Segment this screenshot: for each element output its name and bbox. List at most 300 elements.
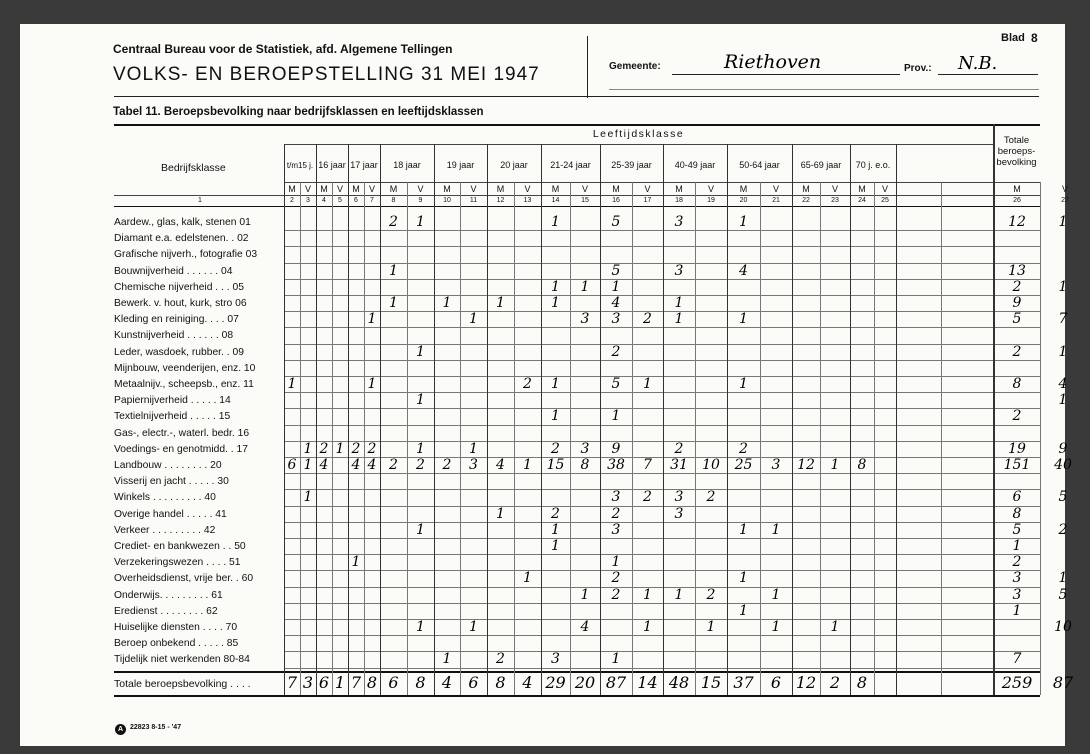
- table-row-value: 1: [442, 651, 452, 668]
- row-separator: [284, 425, 1040, 426]
- table-row-label: Textielnijverheid . . . . . 15: [114, 411, 231, 423]
- column-number: 26: [1013, 197, 1021, 204]
- table-row-label: Crediet- en bankwezen . . 50: [114, 541, 246, 552]
- table-row-value: 2: [389, 214, 398, 230]
- column-divider: [896, 144, 897, 695]
- table-row-value: 40: [1054, 457, 1072, 473]
- table-row-label: Tijdelijk niet werkenden 80-84: [114, 654, 250, 666]
- table-row-value: 1: [643, 619, 652, 635]
- table-row-value: 1: [1058, 343, 1068, 360]
- table-row-value: 8: [1012, 376, 1022, 392]
- row-header: Bedrijfsklasse: [161, 162, 226, 174]
- table-row-value: 1: [830, 619, 840, 635]
- table-row-value: 1: [739, 570, 748, 587]
- row-separator: [284, 279, 1040, 280]
- total-row-value: 6: [770, 672, 782, 692]
- column-number: 19: [707, 197, 715, 204]
- blad-label: Blad: [1001, 32, 1025, 44]
- table-row-value: 1: [674, 311, 684, 328]
- sex-label: M: [320, 184, 328, 194]
- total-row-value: 87: [1052, 672, 1074, 692]
- row-separator: [284, 506, 1040, 507]
- table-row-value: 3: [611, 489, 621, 506]
- age-group-label: 50-64 jaar: [739, 160, 780, 170]
- total-header-line: bevolking: [996, 157, 1037, 168]
- total-row-value: 20: [574, 672, 596, 692]
- header-rule-1: [609, 89, 1039, 90]
- row-separator: [284, 360, 1040, 361]
- table-row-value: 1: [496, 295, 505, 311]
- column-divider: [380, 144, 381, 695]
- total-row-label: Totale beroepsbevolking . . . .: [114, 677, 251, 690]
- table-row-value: 1: [389, 262, 398, 279]
- table-row-value: 2: [611, 343, 621, 360]
- table-row-label: Diamant e.a. edelstenen. . 02: [114, 233, 249, 245]
- column-divider: [570, 182, 571, 695]
- form-title: VOLKS- EN BEROEPSTELLING 31 MEI 1947: [113, 64, 540, 85]
- table-row-value: 2: [739, 440, 748, 457]
- column-divider: [874, 182, 875, 695]
- row-separator: [284, 230, 1040, 231]
- table-row-label: Gas-, electr.-, waterl. bedr. 16: [114, 427, 250, 439]
- sex-label: V: [772, 184, 780, 194]
- column-divider: [600, 144, 601, 695]
- table-row-value: 4: [351, 457, 361, 473]
- table-row-value: 2: [367, 440, 377, 457]
- table-row-label: Beroep onbekend . . . . . 85: [114, 638, 239, 650]
- sex-label: V: [581, 184, 589, 194]
- table-row-label: Eredienst . . . . . . . . 62: [114, 605, 218, 617]
- total-row-value: 4: [522, 672, 533, 692]
- row-separator: [284, 489, 1040, 490]
- total-header-line: Totale: [1003, 135, 1030, 146]
- column-number: 3: [306, 197, 310, 204]
- table-row-label: Bewerk. v. hout, kurk, stro 06: [114, 298, 247, 309]
- table-row-value: 3: [611, 311, 621, 328]
- column-number: 5: [338, 197, 342, 204]
- table-row-value: 25: [734, 457, 753, 473]
- table-row-value: 3: [580, 311, 590, 328]
- sex-label: M: [443, 184, 451, 194]
- table-row-value: 1: [830, 457, 840, 473]
- table-row-value: 1: [416, 440, 425, 457]
- sex-label: V: [417, 184, 424, 194]
- sex-label: V: [831, 184, 839, 194]
- row-separator: [284, 441, 1040, 442]
- column-number: 24: [858, 197, 866, 204]
- column-number: 8: [391, 197, 396, 204]
- table-row-value: 2: [706, 586, 716, 603]
- table-row-value: 4: [367, 457, 377, 473]
- table-row-label: Visserij en jacht . . . . . 30: [114, 476, 229, 488]
- table-row-value: 1: [469, 440, 478, 457]
- table-row-value: 1: [469, 311, 478, 328]
- column-divider: [760, 182, 761, 695]
- table-row-value: 2: [706, 489, 716, 506]
- column-divider: [850, 144, 851, 695]
- table-row-value: 1: [367, 376, 377, 392]
- total-row-value: 6: [388, 672, 399, 692]
- table-row-value: 10: [702, 457, 720, 473]
- total-row-bottom: [114, 695, 1040, 697]
- sex-label: V: [707, 184, 715, 194]
- table-row-value: 1: [1058, 214, 1068, 230]
- province-label: Prov.:: [904, 63, 932, 74]
- total-split-line: [1040, 182, 1041, 695]
- column-number: 18: [675, 197, 683, 204]
- table-row-value: 1: [1058, 392, 1068, 409]
- table-row-value: 3: [674, 505, 684, 522]
- table-row-value: 5: [611, 214, 621, 230]
- row-separator: [284, 408, 1040, 409]
- table-row-value: 8: [1012, 505, 1022, 522]
- table-row-value: 1: [1012, 538, 1022, 554]
- table-row-value: 1: [551, 295, 560, 311]
- table-row-label: Huiselijke diensten . . . . 70: [114, 622, 238, 633]
- row-separator: [284, 473, 1040, 474]
- total-row-value: 8: [415, 672, 426, 692]
- total-row-value: 8: [366, 672, 378, 692]
- age-group-label: t/m15 j.: [286, 161, 314, 170]
- row-separator: [284, 651, 1040, 652]
- table-row-value: 1: [643, 586, 652, 603]
- total-row-value: 87: [605, 672, 627, 692]
- table-row-value: 15: [546, 457, 565, 473]
- table-row-value: 1: [611, 408, 621, 425]
- table-top-border: [114, 124, 1040, 126]
- table-row-value: 1: [551, 538, 560, 554]
- row-header-number: 1: [198, 197, 202, 204]
- table-row-label: Leder, wasdoek, rubber. . 09: [114, 346, 244, 358]
- table-row-value: 1: [551, 376, 560, 392]
- gemeente-underline: [672, 74, 900, 75]
- table-row-value: 2: [351, 440, 361, 457]
- table-row-value: 5: [611, 262, 621, 279]
- sex-label: M: [389, 184, 398, 194]
- sex-label: M: [858, 184, 866, 194]
- age-group-label: 18 jaar: [393, 160, 421, 170]
- total-row-value: 259: [1001, 672, 1033, 692]
- sex-label: V: [368, 184, 376, 194]
- table-row-value: 12: [797, 457, 815, 473]
- column-divider: [364, 182, 365, 695]
- total-row-value: 15: [700, 672, 722, 692]
- column-divider: [541, 144, 542, 695]
- column-number: 21: [772, 197, 780, 204]
- print-code: 22823 8-15 - '47: [130, 724, 182, 731]
- total-row-value: 8: [495, 672, 506, 692]
- province-value: N.B.: [958, 53, 998, 74]
- table-row-value: 2: [1012, 408, 1022, 425]
- column-number: 16: [612, 197, 620, 204]
- table-row-value: 1: [739, 214, 748, 230]
- table-row-value: 31: [670, 457, 688, 473]
- age-group-label: 17 jaar: [350, 160, 378, 170]
- total-row-value: 2: [829, 672, 841, 692]
- table-row-value: 5: [1012, 521, 1022, 538]
- row-separator: [284, 522, 1040, 523]
- table-row-value: 9: [611, 440, 621, 457]
- sex-label: M: [739, 184, 748, 194]
- table-row-label: Kleding en reiniging. . . . 07: [114, 314, 239, 326]
- column-number: 23: [831, 197, 839, 204]
- table-row-value: 9: [1058, 440, 1068, 457]
- row-separator: [284, 538, 1040, 539]
- table-row-value: 1: [551, 214, 560, 230]
- table-row-label: Winkels . . . . . . . . . 40: [114, 492, 216, 504]
- column-divider: [316, 144, 317, 695]
- column-number: 17: [643, 197, 652, 204]
- column-number: 14: [551, 197, 560, 204]
- column-number: 13: [523, 197, 532, 204]
- column-divider: [514, 182, 515, 695]
- table-row-value: 1: [416, 343, 425, 360]
- table-row-value: 7: [643, 457, 652, 473]
- table-row-value: 1: [303, 489, 313, 506]
- sex-label: M: [352, 184, 360, 194]
- table-row-value: 5: [1058, 586, 1068, 603]
- total-row-value: 29: [545, 672, 566, 692]
- table-row-label: Mijnbouw, veenderijen, enz. 10: [114, 362, 256, 374]
- column-divider: [663, 144, 664, 695]
- column-number: 9: [418, 197, 423, 204]
- table-row-value: 6: [1012, 489, 1022, 506]
- table-row-value: 10: [1054, 619, 1072, 635]
- table-row-value: 1: [611, 651, 621, 668]
- age-group-label: 65-69 jaar: [800, 160, 842, 170]
- column-number: 7: [370, 197, 374, 204]
- column-divider: [820, 182, 821, 695]
- table-row-label: Verzekeringswezen . . . . 51: [114, 557, 241, 569]
- column-number: 25: [881, 197, 889, 204]
- table-row-value: 1: [389, 295, 398, 311]
- sex-label: M: [802, 184, 810, 194]
- header-bottom-line: [114, 206, 1040, 207]
- table-row-value: 2: [389, 457, 398, 473]
- age-group-label: 21-24 jaar: [550, 160, 591, 170]
- column-divider: [487, 144, 488, 695]
- table-row-value: 1: [739, 311, 748, 328]
- table-row-label: Kunstnijverheid . . . . . . 08: [114, 330, 234, 342]
- table-caption: Tabel 11. Beroepsbevolking naar bedrijfsklassen en leeftijdsklassen: [113, 106, 484, 118]
- table-row-value: 1: [416, 392, 425, 409]
- age-group-header-line: [284, 144, 993, 145]
- column-number: 11: [469, 197, 478, 204]
- total-column-divider: [993, 124, 995, 695]
- column-number: 4: [322, 197, 326, 204]
- age-group-label: 16 jaar: [318, 160, 346, 170]
- column-divider: [348, 144, 349, 695]
- table-row-value: 1: [739, 602, 748, 619]
- province-underline: [938, 74, 1038, 75]
- total-row-value: 37: [733, 672, 754, 692]
- sex-label: M: [612, 184, 620, 194]
- sex-label: V: [524, 184, 531, 194]
- age-group-label: 40-49 jaar: [674, 160, 716, 170]
- row-separator: [284, 619, 1040, 620]
- table-row-label: Onderwijs. . . . . . . . . 61: [114, 589, 223, 601]
- table-row-value: 1: [739, 521, 748, 538]
- table-row-value: 1: [1058, 570, 1068, 587]
- sex-label: M: [551, 184, 560, 194]
- column-number: 22: [802, 197, 810, 204]
- table-row-value: 2: [442, 457, 452, 473]
- row-separator: [284, 246, 1040, 247]
- table-row-value: 8: [580, 457, 590, 473]
- table-row-value: 2: [551, 440, 560, 457]
- column-number: 20: [739, 197, 748, 204]
- table-row-label: Bouwnijverheid . . . . . . 04: [114, 265, 233, 277]
- sex-label: V: [470, 184, 477, 194]
- column-number: 6: [354, 197, 358, 204]
- table-row-value: 1: [351, 554, 361, 571]
- row-separator: [284, 603, 1040, 604]
- table-row-value: 9: [1012, 295, 1022, 311]
- table-row-value: 2: [611, 505, 621, 522]
- table-row-value: 1: [611, 278, 621, 295]
- table-row-value: 4: [496, 457, 505, 473]
- header-rule-2: [114, 96, 1039, 97]
- table-row-value: 1: [580, 278, 590, 295]
- table-row-value: 1: [706, 619, 716, 635]
- column-number: 10: [443, 197, 451, 204]
- column-number: 12: [496, 197, 505, 204]
- table-row-value: 7: [1058, 311, 1068, 328]
- table-row-value: 2: [643, 489, 652, 506]
- row-separator: [284, 392, 1040, 393]
- table-row-value: 4: [739, 262, 748, 279]
- age-group-label: 20 jaar: [500, 160, 528, 170]
- total-row-value: 7: [286, 672, 298, 692]
- table-row-value: 3: [551, 651, 560, 668]
- age-group-label: 70 j. e.o.: [855, 160, 891, 170]
- table-row-value: 1: [643, 376, 652, 392]
- table-row-value: 1: [469, 619, 478, 635]
- column-divider: [792, 144, 793, 695]
- table-row-value: 1: [416, 521, 425, 538]
- table-row-label: Verkeer . . . . . . . . . 42: [114, 524, 216, 536]
- table-row-value: 13: [1008, 262, 1026, 279]
- total-row-value: 3: [302, 672, 314, 692]
- table-row-value: 2: [1012, 278, 1022, 295]
- row-separator: [284, 635, 1040, 636]
- table-row-value: 7: [1012, 651, 1022, 668]
- row-separator: [284, 587, 1040, 588]
- table-row-value: 38: [607, 457, 625, 473]
- table-row-value: 8: [857, 457, 867, 473]
- table-row-value: 2: [416, 457, 425, 473]
- row-separator: [284, 554, 1040, 555]
- blad-number: 8: [1031, 31, 1038, 45]
- table-row-value: 1: [551, 521, 560, 538]
- table-row-value: 1: [611, 554, 621, 571]
- row-separator: [284, 668, 1040, 669]
- table-row-value: 4: [319, 457, 329, 473]
- table-row-value: 2: [674, 440, 684, 457]
- sex-label: M: [675, 184, 683, 194]
- table-row-value: 1: [551, 408, 560, 425]
- publisher-badge: [115, 724, 126, 735]
- header-divider: [587, 36, 588, 98]
- total-row-value: 12: [795, 672, 817, 692]
- table-row-value: 3: [580, 440, 590, 457]
- sex-label: V: [881, 184, 889, 194]
- table-row-value: 1: [523, 457, 532, 473]
- organization-line: Centraal Bureau voor de Statistiek, afd. Algemene Tellingen: [113, 42, 453, 56]
- table-row-value: 1: [580, 586, 590, 603]
- total-header-line: beroeps-: [997, 146, 1036, 157]
- table-row-value: 2: [551, 505, 560, 522]
- row-separator: [284, 311, 1040, 312]
- table-row-label: Overheidsdienst, vrije ber. . 60: [114, 573, 254, 585]
- column-divider: [332, 182, 333, 695]
- column-divider: [434, 144, 435, 695]
- row-separator: [284, 344, 1040, 345]
- total-row-value: 6: [468, 672, 479, 692]
- table-row-value: 3: [1012, 570, 1022, 587]
- column-divider: [632, 182, 633, 695]
- table-row-value: 3: [674, 214, 684, 230]
- table-row-value: 1: [551, 278, 560, 295]
- total-row-value: 1: [334, 672, 346, 692]
- table-row-label: Grafische nijverh., fotografie 03: [114, 249, 258, 261]
- total-row-value: 4: [441, 672, 453, 692]
- table-row-value: 1: [1012, 602, 1022, 619]
- table-row-value: 3: [611, 521, 621, 538]
- table-row-value: 12: [1008, 214, 1026, 230]
- table-row-value: 1: [303, 457, 313, 473]
- table-row-value: 4: [1058, 376, 1068, 392]
- table-row-label: Chemische nijverheid . . . 05: [114, 281, 244, 293]
- sex-label: M: [1013, 184, 1021, 194]
- row-separator: [284, 327, 1040, 328]
- table-row-value: 1: [287, 376, 297, 392]
- column-number: 2: [290, 197, 294, 204]
- sex-label: M: [288, 184, 296, 194]
- table-row-value: 1: [523, 570, 532, 587]
- column-divider: [727, 144, 728, 695]
- table-row-value: 1: [771, 619, 781, 635]
- column-number: 15: [581, 197, 589, 204]
- table-row-label: Overige handel . . . . . 41: [114, 508, 227, 520]
- table-row-value: 2: [1012, 343, 1022, 360]
- table-row-value: 2: [496, 651, 505, 668]
- table-row-value: 2: [611, 570, 621, 587]
- table-row-value: 3: [469, 457, 478, 473]
- publisher-badge-letter: A: [117, 726, 124, 733]
- table-row-label: Papiernijverheid . . . . . 14: [114, 395, 231, 407]
- table-row-label: Metaalnijv., scheepsb., enz. 11: [114, 379, 254, 390]
- gemeente-value: Riethoven: [724, 51, 822, 73]
- table-row-value: 5: [611, 376, 621, 392]
- table-row-value: 2: [523, 376, 532, 392]
- total-row-value: 8: [856, 672, 868, 692]
- colnum-header-line: [114, 195, 1040, 196]
- table-row-label: Landbouw . . . . . . . . 20: [114, 460, 222, 471]
- table-row-value: 1: [416, 619, 425, 635]
- table-row-value: 3: [674, 489, 684, 506]
- table-row-value: 5: [1012, 311, 1022, 328]
- table-row-value: 19: [1008, 440, 1026, 457]
- table-row-value: 1: [771, 586, 781, 603]
- column-divider: [695, 182, 696, 695]
- row-separator: [284, 570, 1040, 571]
- table-row-value: 4: [611, 295, 621, 311]
- table-row-value: 6: [287, 457, 297, 473]
- census-form-sheet: [20, 24, 1074, 746]
- table-row-value: 2: [1012, 554, 1022, 571]
- table-row-value: 1: [442, 295, 452, 311]
